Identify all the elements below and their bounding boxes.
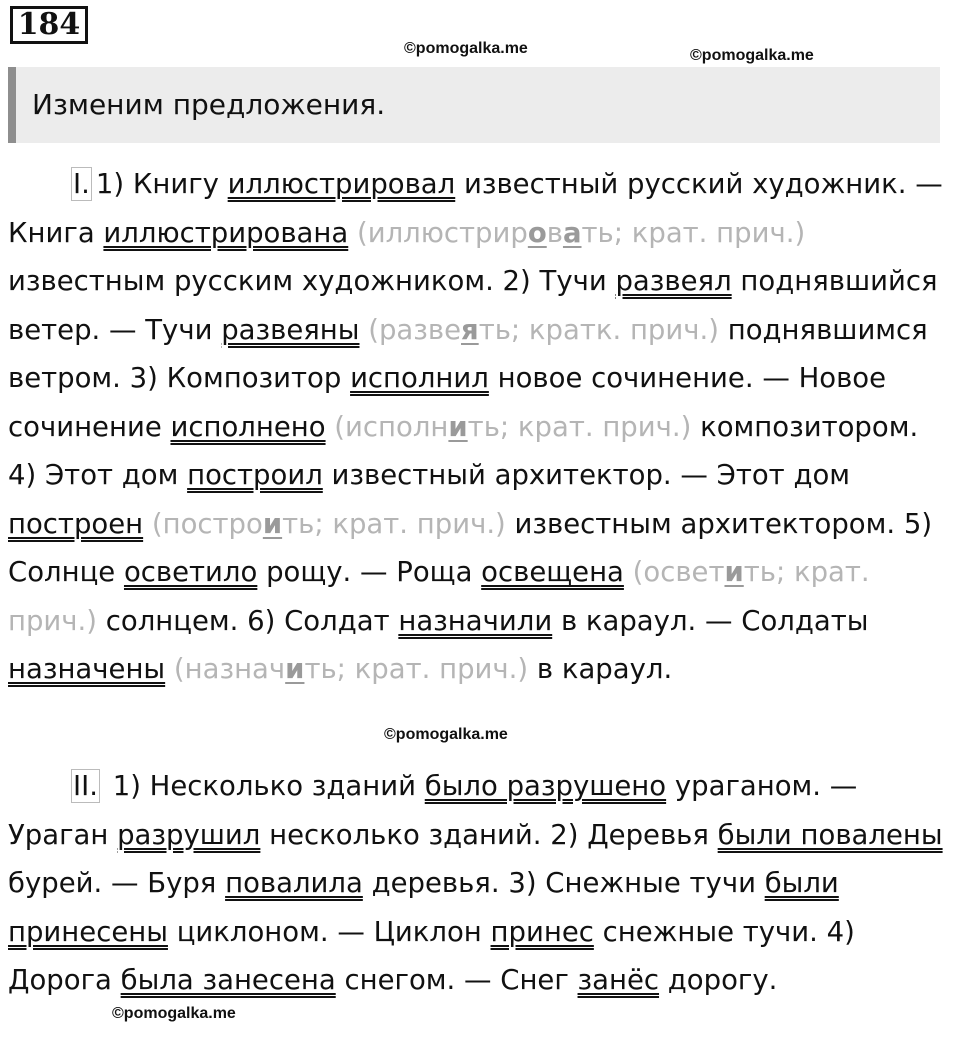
exercise-number: 184	[10, 6, 88, 44]
text-run: известным русским художником. 2) Тучи	[8, 265, 616, 297]
text-run: в караул.	[528, 653, 673, 685]
predicate: разрушил	[117, 818, 261, 851]
section-header	[8, 67, 940, 143]
predicate: повалила	[225, 867, 363, 899]
predicate: были принесены	[8, 867, 839, 948]
note-vowel: и	[724, 556, 744, 588]
text-run: солнцем. 6) Солдат	[97, 604, 399, 637]
note-vowel: и	[448, 410, 468, 443]
note-vowel: а	[562, 216, 582, 249]
predicate: развеял	[615, 265, 732, 297]
predicate: были повалены	[717, 818, 943, 851]
note-text: (исполн	[325, 410, 449, 443]
note-vowel: и	[262, 507, 283, 540]
predicate: принес	[490, 915, 594, 948]
text-run: снегом. — Снег	[335, 964, 578, 996]
text-run: деревья. 3) Снежные тучи	[362, 867, 765, 899]
note-text: ть; крат. прич.)	[304, 653, 529, 685]
note-vowel: о	[527, 216, 547, 249]
predicate: развеяны	[221, 313, 360, 346]
note-vowel: и	[285, 653, 305, 685]
watermark: ©pomogalka.me	[384, 726, 508, 743]
text-run: рощу. — Роща	[257, 556, 482, 588]
predicate: построил	[187, 459, 323, 491]
watermark: ©pomogalka.me	[690, 47, 814, 64]
note-text: в	[546, 216, 563, 249]
predicate: назначили	[398, 604, 553, 637]
text-run: 1) Книгу	[95, 168, 228, 200]
note-text: (разве	[359, 313, 462, 346]
part-two-text	[8, 762, 952, 1005]
text-run: поднявшимся ветром. 3) Композитор	[8, 313, 928, 394]
predicate: исполнено	[170, 410, 326, 443]
predicate: назначены	[8, 653, 166, 685]
text-run: 1) Несколько зданий	[103, 770, 425, 802]
note-text: (постро	[143, 507, 263, 540]
section-title: Изменим предложения.	[32, 88, 386, 121]
predicate: занёс	[577, 964, 660, 996]
note-vowel: я	[461, 313, 479, 346]
part-label: I.	[73, 168, 90, 200]
note-text: (освет	[623, 556, 725, 588]
note-text: ть; крат. прич.)	[581, 216, 806, 249]
predicate: осветило	[123, 556, 258, 588]
note-text: ть; крат. прич.)	[8, 556, 870, 637]
predicate: иллюстрировал	[227, 168, 456, 200]
predicate: иллюстрирована	[103, 216, 349, 249]
text-run: бурей. — Буря	[8, 867, 226, 899]
text-run: композитором. 4) Этот дом	[8, 410, 919, 491]
text-run: в караул. — Солдаты	[552, 604, 869, 637]
note-text: ть; кратк. прич.)	[478, 313, 719, 346]
predicate: была занесена	[120, 964, 336, 996]
predicate: построен	[8, 507, 144, 540]
predicate: освещена	[481, 556, 624, 588]
note-text: ть; крат. прич.)	[467, 410, 692, 443]
text-run: ураганом. — Ураган	[8, 770, 858, 851]
part-label: II.	[73, 770, 98, 802]
text-run: несколько зданий. 2) Деревья	[260, 818, 718, 851]
predicate: было разрушено	[424, 770, 667, 802]
text-run: дорогу.	[659, 964, 778, 996]
text-run: поднявшийся ветер. — Тучи	[8, 265, 938, 346]
note-text: (назнач	[165, 653, 286, 685]
predicate: исполнил	[350, 362, 489, 394]
watermark: ©pomogalka.me	[404, 40, 528, 57]
text-run: новое сочинение. — Новое сочинение	[8, 362, 887, 443]
part-one-text	[8, 160, 952, 694]
text-run: известным архитектором. 5) Солнце	[8, 507, 933, 588]
text-run: известный русский художник. — Книга	[8, 168, 943, 249]
note-text: (иллюстрир	[348, 216, 528, 249]
note-text: ть; крат. прич.)	[282, 507, 506, 540]
text-run: известный архитектор. — Этот дом	[322, 459, 851, 491]
watermark: ©pomogalka.me	[112, 1005, 236, 1022]
text-run: снежные тучи. 4) Дорога	[8, 915, 855, 996]
text-run: циклоном. — Циклон	[167, 915, 491, 948]
